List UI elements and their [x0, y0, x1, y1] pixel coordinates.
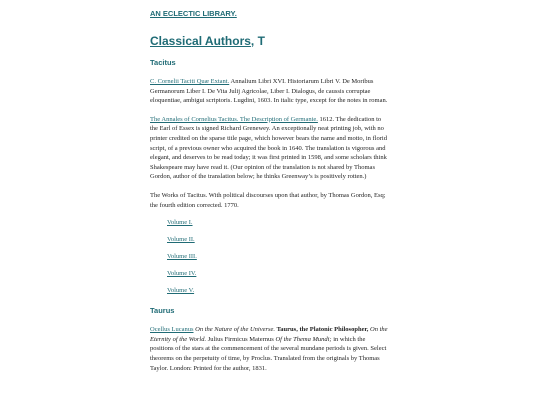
volume-link[interactable]: Volume II.: [167, 236, 195, 244]
book-description: The Works of Tacitus. With political discourses upon that author, by Thomas Gordon, Esq; the fourth edition corrected. 1770.: [150, 191, 386, 209]
author-name: Taurus, the Platonic Philosopher,: [275, 326, 369, 334]
author-heading-taurus: Taurus: [150, 306, 175, 316]
book-link[interactable]: C. Cornelii Taciti Quæ Extant.: [150, 78, 230, 85]
book-description: Julius Firmicus Maternus: [206, 335, 274, 343]
book-entry: [150, 325, 390, 373]
volume-link[interactable]: Volume I.: [167, 219, 193, 227]
book-entry: [150, 115, 390, 182]
book-link[interactable]: The Annales of Cornelius Tacitus. The Description of Germanie.: [150, 115, 318, 123]
page-title-link[interactable]: Classical Authors: [150, 34, 251, 48]
book-description: in which the positions of the stars at the commencement of the several mundane periods is given. Select theorems on the perpetuity of time, by Proclus. Translated from the originals by Thomas Taylor. London: Printed for the author, 1831.: [150, 335, 387, 372]
work-title: On the Nature of the Universe.: [193, 326, 276, 334]
book-description: Annalium Libri XVI. Historiarum Libri V. De Moribus Germanorum Liber I. De Vita Julij Agricolae, Liber I. Dialogus, de caussis corruptae eloquentiae, ambigui scriptoris. Lugdini, 1603. In italic type, except for the notes in roman.: [150, 78, 388, 105]
volume-link[interactable]: Volume IV.: [167, 270, 197, 278]
book-entry: [150, 77, 390, 106]
volume-link[interactable]: Volume V.: [167, 287, 195, 295]
page-title-letter: , T: [250, 34, 265, 48]
work-title: On the Eternity of the World.: [150, 326, 388, 343]
main-content: [150, 9, 390, 373]
work-title: Of the Thema Mundi;: [273, 335, 332, 343]
book-entry: [150, 191, 390, 210]
author-heading-tacitus: Tacitus: [150, 58, 176, 67]
book-description: 1612. The dedication to the Earl of Essex is signed Richard Grenewey. An exceptionally neat printing job, with no printer credited on the sparse title page, which however bears the name and motto, in florid script, of a previous owner who acquired the book in 1640. The translation is vigorous and elegant, and deserves to be read today; it was first printed in 1598, and some scholars think Shakespeare may have read it. (Our opinion of the translation is not shared by Thomas Gordon, author of the translation below; he thinks Greenway’s is positively rotten.): [150, 115, 387, 181]
site-home-link[interactable]: AN ECLECTIC LIBRARY.: [150, 9, 237, 18]
page-title: [150, 34, 390, 49]
book-link[interactable]: Ocellus Lucanus: [150, 326, 194, 334]
volume-list: [150, 218, 390, 295]
volume-link[interactable]: Volume III.: [167, 253, 197, 261]
